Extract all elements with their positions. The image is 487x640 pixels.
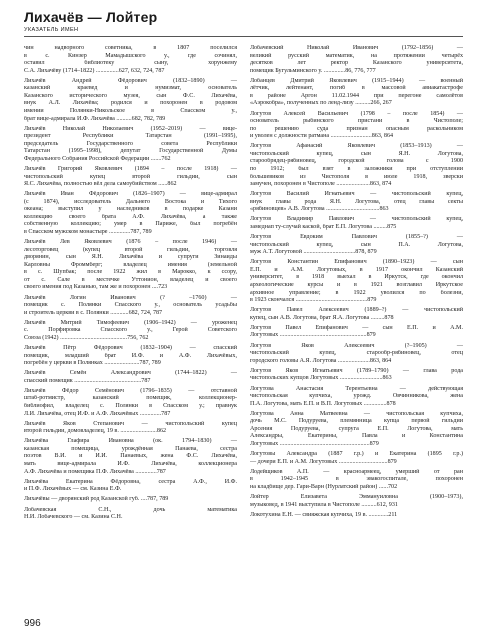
index-entry <box>250 325 463 340</box>
entry-line: в Спасском мужском монастыре ..............787, 789 <box>24 228 152 235</box>
entry-line: Федерального Собрания Российской Федерации .......762 <box>24 155 171 162</box>
entry-line: чистопольский купец, сын Я.Н. Логутова, <box>250 150 463 157</box>
entry-line: археологические курсы и в 1921 возглавил Иркутское <box>250 282 463 289</box>
index-entry <box>250 494 463 509</box>
entry-line: спасский помещик ............................................787 <box>24 377 151 384</box>
entry-line: Александры, Екатерины, Павла и Константина <box>250 433 463 440</box>
entry-line: имении Полянки-Никольское в Спасском у., <box>24 107 237 114</box>
entry-line: «Аэрокобра», полученных по ленд-лизу ..........266, 267 <box>250 100 392 107</box>
index-entry <box>24 345 237 368</box>
index-entry <box>24 507 237 522</box>
entry-heading-line: Лобачевская С.Н., дочь математика <box>24 506 237 513</box>
index-entry <box>24 166 237 189</box>
entry-line: оставил библиотеку сыну, хорунжему <box>24 60 237 67</box>
entry-heading-line: Логутов Афанасий Яковлевич (1853–1913) — <box>250 143 463 150</box>
entry-heading-line: Лихачёвы — дворянский род Казанской губ. ....787, 789 <box>24 496 169 503</box>
entry-line: на кладбище дер. Гари-Варн (Нурлатский район) ......702 <box>250 483 398 490</box>
index-entry <box>250 411 463 449</box>
index-entry <box>250 386 463 409</box>
entry-heading-line: Лихачёв Николай Николаевич (1952–2019) — вице- <box>24 125 237 132</box>
entry-heading-line: Лойтер Елизавета Эммануиловна (1900–1973), <box>250 494 463 501</box>
entry-line: океана; выступил у наследников в подарке Казани <box>24 206 237 213</box>
entry-line: лесоторговец (купец второй гильдии, торговля <box>24 246 237 253</box>
entry-line: по 1912; был взят в заложники при отступлении <box>250 165 463 172</box>
entry-line: президент Республики Татарстан (1991–1995), <box>24 133 237 140</box>
entry-line: замеднап ту-случай каской, брат Е.П. Логутова .........875 <box>250 224 397 230</box>
entry-line: внук А.Л. Лихачёва; родился и похоронен в родовом <box>24 100 237 107</box>
entry-line: старообрядец-рябиновец, городской голова с 1900 <box>250 158 463 165</box>
entry-line: дочь М.С. Подуруева, племянница купца первой гильдии <box>250 418 463 425</box>
entry-heading-line: Логутов Владимир Павлович — чистопольский купец, <box>250 216 463 223</box>
entry-line: муж А.Т. Логутовой ..................................878, 879 <box>250 249 377 256</box>
entry-heading-line: Логутовы Александра (1887 г.р.) и Екатерина (1895 г.р.) <box>250 451 463 458</box>
entry-line: лётчик, лейтенант, погиб в массовой авиакатастрофе <box>250 85 463 92</box>
running-header-title: Лихачёв — Лойтер <box>24 9 158 25</box>
entry-line: с. Порфировка Спасского у., Герой Советского <box>24 327 237 334</box>
index-entry <box>24 126 237 164</box>
page-number: 996 <box>24 618 41 629</box>
index-entry <box>24 370 237 385</box>
entry-line: председатель Государственного совета Республики <box>24 140 237 147</box>
index-entry <box>250 45 463 75</box>
entry-line: большевиков из Чистополя в июле 1918, зверски <box>250 173 463 180</box>
entry-line: десятков лет ректор Казанского университета, <box>250 60 463 67</box>
entry-line: помещик, младший брат И.Ф. и А.Ф. Лихачёвых, <box>24 352 237 359</box>
index-entry <box>250 368 463 383</box>
entry-line: собственную коллекцию; умер в Париже, был погребён <box>24 221 237 228</box>
entry-line: Я.С. Лихачёва, полностью вёл дела самоубийством ......862 <box>24 181 177 188</box>
entry-heading-line: Логутов Яков Игнатьевич (1789–1790) — глава рода <box>250 367 463 374</box>
entry-line: великий русский математик, на протяжении четырёх <box>250 52 463 59</box>
entry-heading-line: Локотухина Е.Н. — свияжская купчиха, 19 в. .............211 <box>250 511 398 518</box>
index-entry <box>250 259 463 304</box>
entry-heading-line: Лихачёв Иван Фёдорович (1826–1907) — вице-адмирал <box>24 191 237 198</box>
index-entry <box>24 438 237 476</box>
entry-line: архивное управление; в 1922 уволился по болезни, <box>250 289 463 296</box>
entry-line: С.А. Лихачёву (1714–1822) ...............627, 632, 724, 787 <box>24 67 165 74</box>
entry-heading-line: Лихачёв Логин Иванович (? –1760) — <box>24 294 237 301</box>
entry-heading-line: Лихачёва Екатерина Фёдоровна, сестра А.Ф., И.Ф. <box>24 478 237 485</box>
index-entry <box>250 343 463 366</box>
entry-line: А.Ф. Лихачёва и помещика П.Ф. Лихачёва ..............787 <box>24 468 166 475</box>
entry-line: в 1923 скончался ...............................................879 <box>250 297 377 304</box>
entry-line: в 1942–1945 в эвакогоспитале, похоронен <box>250 476 463 483</box>
entry-line: Арсения Подуруева, супруга Е.П. Логутова, мать <box>250 425 463 432</box>
entry-heading-line: Лихачёв Андрей Фёдорович (1832–1890) — <box>24 77 237 84</box>
entry-line: Е.П. и А.М. Логутовых, в 1917 окончил Казанский <box>250 266 463 273</box>
index-entry <box>250 78 463 108</box>
entry-line: мать вице-адмирала И.Ф. Лихачёва, коллекционера <box>24 461 237 468</box>
running-header-subtitle: УКАЗАТЕЛЬ ИМЕН <box>24 27 79 33</box>
entry-line: своего имения под Казанью, там же и похоронен ....723 <box>24 284 168 291</box>
entry-line: музыковед, в 1941 выступила в Чистополе ..........612, 931 <box>250 501 398 508</box>
entry-line: П.А. Логутова, мать Е.П. и В.П. Логутовых ...............878 <box>250 400 396 407</box>
index-entry <box>250 234 463 257</box>
index-entry <box>24 239 237 292</box>
entry-line: библиофил, владелец с. Полянки в Спасском у.; правнук <box>24 403 237 409</box>
index-entry <box>24 421 237 436</box>
entry-line: (с 1874), исследователь Дальнего Востока и Тихого <box>24 198 237 205</box>
entry-line: по решению суда признан опасным раскольником <box>250 125 463 132</box>
entry-heading-line: Логутов Василий Игнатьевич — чистопольский купец, <box>250 191 463 198</box>
entry-heading-line: Лобачевский Николай Иванович (1792–1856) — <box>250 45 463 51</box>
entry-line: брат вице-адмирала И.Ф. Лихачёва ..........682, 782, 789 <box>24 115 166 122</box>
entry-line: внук главы рода Я.Н. Логутова, отец главы секты <box>250 198 463 205</box>
index-entry <box>250 111 463 141</box>
entry-heading-line: чин надворного советника, в 1807 поселился <box>24 45 237 51</box>
entry-heading-line: Лихачёва Глафира Ивановна (ок. 1794–1830) — <box>24 438 237 445</box>
entry-line: в с. Кинзер Мамадышского у., где сочинял, <box>24 52 237 59</box>
index-entry <box>250 191 463 214</box>
entry-line: чистопольский купец, старообр-рябиновец, отец <box>250 350 463 357</box>
entry-heading-line: Логутова Анна Матвеевна — чистопольская купчиха, <box>250 410 463 417</box>
entry-line: основатель рыбинского пристани в Чистополе; <box>250 118 463 125</box>
index-entry <box>24 496 237 504</box>
entry-line: городского головы А.Я. Логутова .....................863, 864 <box>250 357 392 364</box>
entry-heading-line: Логутова Анастасия Терентьевна — действующая <box>250 385 463 392</box>
entry-line: Татарстан (1995–1998), депутат Государственной Думы <box>24 148 237 155</box>
index-entry <box>24 388 237 418</box>
entry-line: чистопольских купцов Логутовых ............................863 <box>250 375 392 382</box>
index-entry <box>24 320 237 343</box>
entry-line: и уволен с должности ратмана ...........................863, 864 <box>250 133 394 140</box>
entry-line: помещик с. Полянки Спасского у., основатель усадьбы <box>24 302 237 309</box>
entry-line: купец, сын А.В. Логутова, брат Я.А. Логутова .........878 <box>250 314 394 321</box>
entry-line: в районе Аргон 11.02.1944 при перегоне самолётов <box>250 92 463 99</box>
entry-line: «рябиновцев» А.В. Логутова ...................................863 <box>250 206 389 213</box>
entry-heading-line: Логутов Евдоким Павлович (1855–?) — <box>250 234 463 241</box>
entry-line: помещик Бугульминского у. ..............86, 776, 777 <box>250 67 376 74</box>
entry-line: и П.Ф. Лихачёвых — см. Казина Е.Ф. <box>24 486 122 493</box>
index-entry <box>24 479 237 494</box>
entry-line: дворянин, сын Я.Н. Лихачёва и супруги Зинаиды <box>24 254 237 261</box>
index-entry <box>250 451 463 466</box>
entry-line: казанская помещица, урождённая Панаева, сестра <box>24 445 237 452</box>
entry-heading-line: Лихачёв Лев Яковлевич (1876 – после 1946) — <box>24 239 237 246</box>
entry-line: чистопольский купец, сын П.А. Логутова, <box>250 241 463 248</box>
entry-heading-line: Логутов Павел Алексеевич (1889–?) — чистопольский <box>250 307 463 314</box>
entry-line: — дочери Е.П. и А.М. Логутовых ................................879 <box>250 458 397 465</box>
entry-line: замучен, похоронен в Чистополе ......................863, 874 <box>250 181 392 188</box>
entry-line: штаб-ротмистр, казанский помещик, коллекционер- <box>24 395 237 402</box>
entry-line: и строитель церкви в с. Полянки ............682, 724, 787 <box>24 309 163 316</box>
entry-line: Н.И. Лобачевского — см. Казина С.Н. <box>24 514 123 521</box>
entry-line: второй гильдии, домовладелец, 19 в. ........................862 <box>24 428 167 435</box>
index-entry <box>250 143 463 188</box>
entry-line: в с. Шупбак; после 1922 жил в Марокко, к ссору, <box>24 269 237 276</box>
entry-line: Союза (1942) ............................................756, 762 <box>24 334 149 341</box>
entry-line: Логутовых ...........................................................879 <box>250 440 379 447</box>
entry-heading-line: Лодейщиков А.П. — красноармеец, умерший от ран <box>250 468 463 475</box>
entry-line: чистопольская купчиха, урожд. Овчинникова, жена <box>250 393 463 400</box>
entry-line: Карловны Фроммберг; владелец имения (земельной <box>24 261 237 268</box>
entry-line: Казанского исторического музея, сын Ф.С. Лихачёва, <box>24 92 237 99</box>
entry-line: университет, в 1918 выехал в Иркутск, где окончил <box>250 274 463 281</box>
index-entry <box>250 469 463 492</box>
index-entry <box>250 307 463 322</box>
entry-heading-line: Лобанцев Дмитрий Яковлевич (1915–1944) — военный <box>250 77 463 84</box>
header-rule <box>24 36 463 37</box>
entry-line: от с. Сале в местечке Уттонион, владелец и своего <box>24 276 237 283</box>
entry-heading-line: Лихачёв Фёдор Семёнович (1796–1835) — отставной <box>24 387 237 394</box>
index-entry <box>24 78 237 123</box>
index-entry <box>250 216 463 231</box>
entry-heading-line: Логутов Павел Епифанович — сын Е.П. и А.М. <box>250 324 463 331</box>
entry-line: чистопольский купец второй гильдии, сын <box>24 173 237 180</box>
entry-heading-line: Логутов Алексей Васильевич (1798 – после 1854) — <box>250 110 463 117</box>
entry-heading-line: Лихачёв Яков Степанович — чистопольский купец <box>24 420 237 427</box>
entry-heading-line: Логутов Константин Епифанович (1890–1923) — сын <box>250 259 463 266</box>
entry-heading-line: Логутов Яков Алексеевич (?–1905) — <box>250 342 463 349</box>
entry-line: казанский краевед и нумизмат, основатель <box>24 85 237 92</box>
entry-line: Л.И. Лихачёва, отец И.Ф. и А.Ф. Лихачёвых ..............787 <box>24 410 171 417</box>
entry-heading-line: Лихачёв Семён Александрович (1744–1822) — <box>24 370 237 377</box>
index-entry <box>24 295 237 318</box>
entry-line: поэтов В.И. и И.И. Панаевых, жена Ф.С. Лихачёва, <box>24 453 237 460</box>
index-column-left <box>24 45 237 524</box>
entry-heading-line: Лихачёв Пётр Фёдорович (1832–1904) — спасский <box>24 344 237 351</box>
entry-heading-line: Лихачёв Митрий Тимофеевич (1906–1942) — уроженец <box>24 319 237 326</box>
entry-line: коллекцию своего брата А.Ф. Лихачёва, а также <box>24 213 237 220</box>
entry-line: погребён у церкви в Полянках .......................787, 789 <box>24 360 161 367</box>
entry-heading-line: Лихачёв Григорий Яковлевич (1894 – после 1918) — <box>24 165 237 172</box>
index-column-right <box>250 45 463 522</box>
entry-line: Логутовых .........................................................879 <box>250 332 376 339</box>
index-entry <box>24 191 237 236</box>
index-entry <box>250 512 463 520</box>
index-entry <box>24 45 237 75</box>
